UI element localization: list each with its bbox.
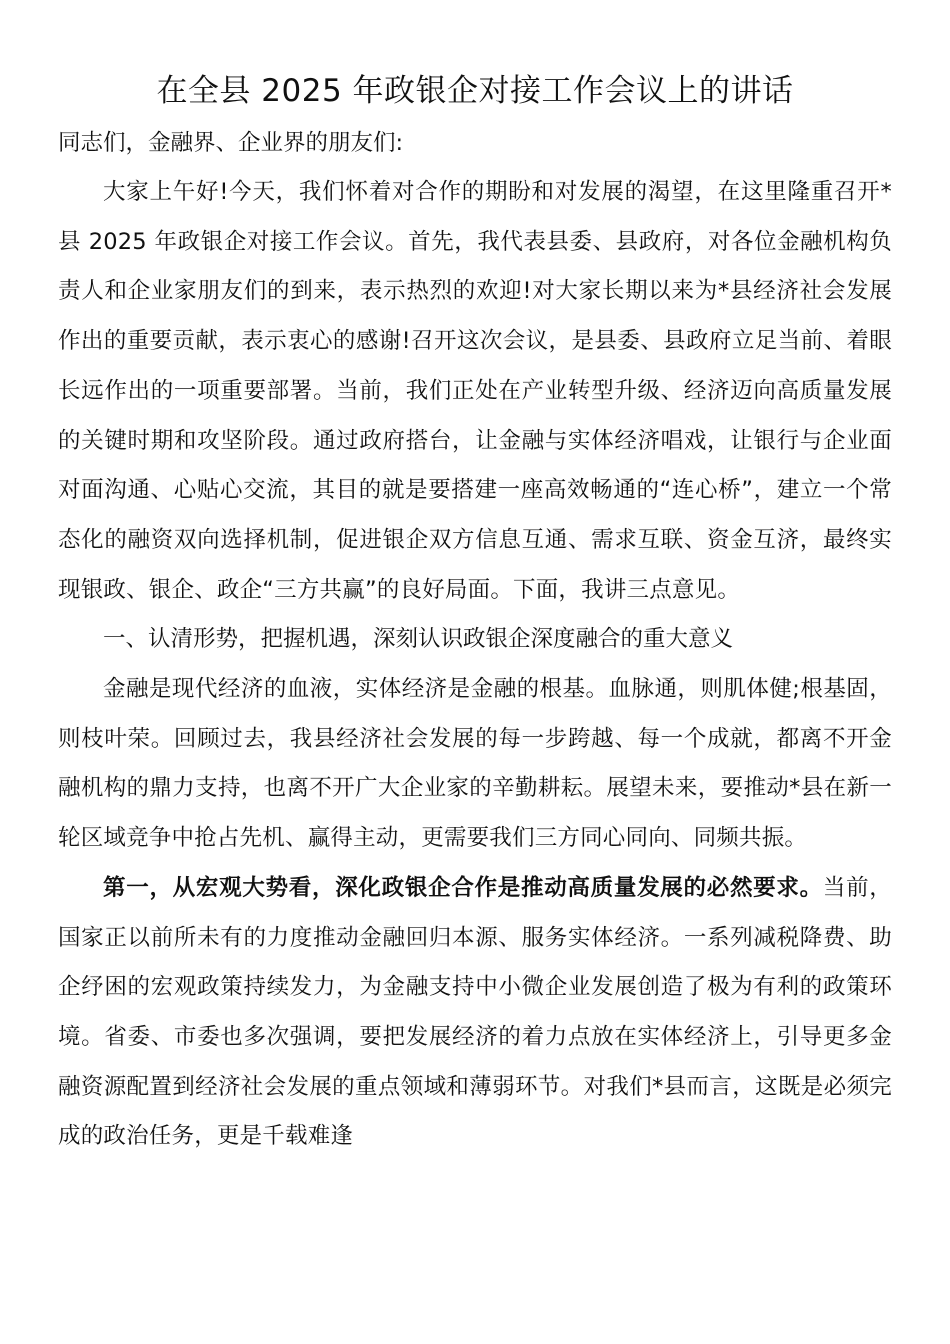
document-title: 在全县 2025 年政银企对接工作会议上的讲话 (156, 73, 794, 109)
opening-paragraph: 大家上午好!今天，我们怀着对合作的期盼和对发展的渴望，在这里隆重召开*县 2025 年政银企对接工作会议。首先，我代表县委、县政府，对各位金融机构负责人和企业家朋友们的到来，表示热烈的欢迎!对大家长期以来为*县经济社会发展作出的重要贡献，表示衷心的感谢!召开这次会议，是县委、县政府立足当前、着眼长远作出的一项重要部署。当前，我们正处在产业转型升级、经济迈向高质量发展的关键时期和攻坚阶段。通过政府搭台，让金融与实体经济唱戏，让银行与企业面对面沟通、心贴心交流，其目的就是要搭建一座高效畅通的“连心桥”，建立一个常态化的融资双向选择机制，促进银企双方信息互通、需求互联、资金互济，最终实现银政、银企、政企“三方共赢”的良好局面。下面，我讲三点意见。 (58, 179, 892, 603)
point-one-paragraph (58, 864, 892, 1162)
point-one-lead: 第一，从宏观大势看，深化政银企合作是推动高质量发展的必然要求。 (103, 874, 823, 901)
document-page (58, 64, 892, 1162)
section-one-paragraph: 金融是现代经济的血液，实体经济是金融的根基。血脉通，则肌体健;根基固，则枝叶荣。回顾过去，我县经济社会发展的每一步跨越、每一个成就，都离不开金融机构的鼎力支持，也离不开广大企业家的辛勤耕耘。展望未来，要推动*县在新一轮区域竞争中抢占先机、赢得主动，更需要我们三方同心同向、同频共振。 (58, 676, 892, 852)
salutation: 同志们，金融界、企业界的朋友们: (58, 130, 404, 156)
point-one-body: 当前，国家正以前所未有的力度推动金融回归本源、服务实体经济。一系列减税降费、助企纾困的宏观政策持续发力，为金融支持中小微企业发展创造了极为有利的政策环境。省委、市委也多次强调，要把发展经济的着力点放在实体经济上，引导更多金融资源配置到经济社会发展的重点领域和薄弱环节。对我们*县而言，这既是必须完成的政治任务，更是千载难逢 (58, 874, 893, 1150)
section-one-heading: 一、认清形势，把握机遇，深刻认识政银企深度融合的重大意义 (103, 626, 734, 653)
